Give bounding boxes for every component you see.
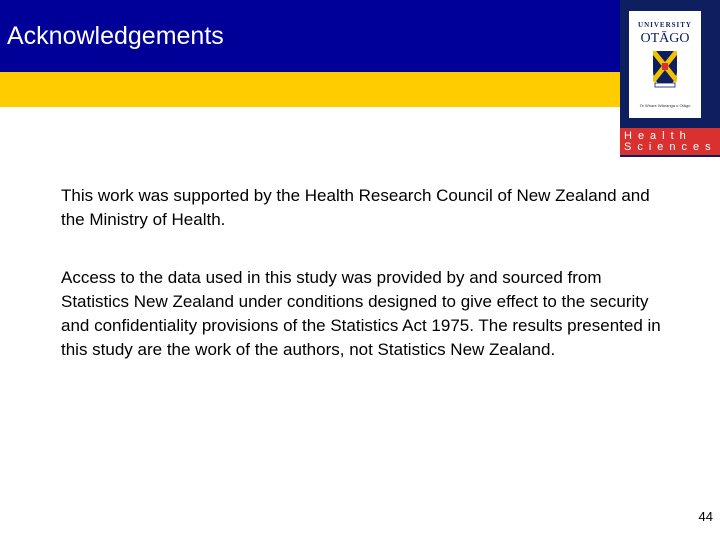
logo-university: UNIVERSITY bbox=[638, 21, 692, 29]
logo-motto: Te Whare Wānanga o Otāgo bbox=[639, 103, 691, 108]
division-line2: Sciences bbox=[624, 141, 717, 153]
crest-icon bbox=[653, 51, 677, 89]
university-logo bbox=[620, 0, 720, 157]
logo-card bbox=[629, 11, 701, 118]
accent-band bbox=[0, 72, 720, 107]
funding-paragraph: This work was supported by the Health Research Council of New Zealand and the Ministry of Health. bbox=[61, 186, 650, 229]
slide-title: Acknowledgements bbox=[7, 22, 224, 50]
page-number: 44 bbox=[698, 509, 713, 524]
division-line1: Health bbox=[624, 130, 692, 142]
logo-name: OTĀGO bbox=[640, 31, 690, 46]
data-access-paragraph: Access to the data used in this study was provided by and sourced from Statistics New Zealand under conditions designed to give effect to the security and confidentiality provisions of the Statistics Act 1975. The results presented in this study are the work of the authors, not Statistics New Zealand. bbox=[61, 268, 661, 359]
health-sciences-label bbox=[620, 128, 720, 155]
